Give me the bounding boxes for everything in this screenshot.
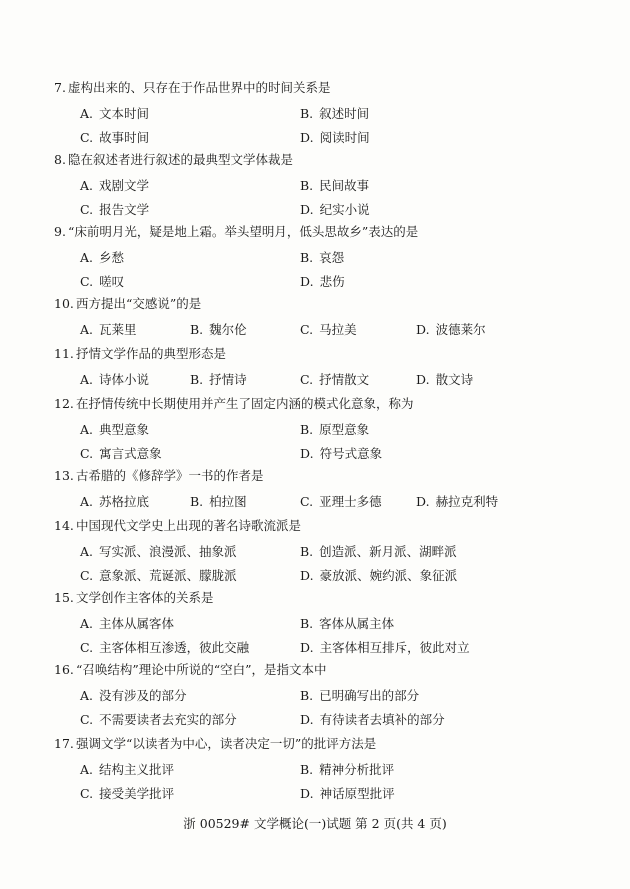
- option-b: [300, 760, 394, 778]
- option-text: 主客体相互渗透，彼此交融: [99, 640, 250, 655]
- option-text: 柏拉图: [209, 494, 247, 509]
- question-stem: [54, 588, 214, 606]
- option-c: [80, 566, 237, 584]
- option-text: 寓言式意象: [99, 446, 162, 461]
- option-c: [300, 320, 357, 338]
- option-text: 意象派、荒诞派、朦胧派: [99, 568, 237, 583]
- option-b: [300, 614, 394, 632]
- option-label: D.: [416, 322, 430, 337]
- option-d: [300, 710, 445, 728]
- option-b: [190, 320, 247, 338]
- option-label: C.: [80, 274, 94, 289]
- question-number: 17.: [54, 736, 74, 751]
- option-d: [416, 370, 473, 388]
- option-c: [80, 128, 149, 146]
- option-text: 创造派、新月派、湖畔派: [319, 544, 457, 559]
- option-text: 苏格拉底: [99, 494, 150, 509]
- option-text: 马拉美: [319, 322, 357, 337]
- option-text: 嗟叹: [99, 274, 125, 289]
- question-stem: [54, 734, 376, 752]
- option-text: 瓦莱里: [99, 322, 137, 337]
- question-text: 中国现代文学史上出现的著名诗歌流派是: [76, 518, 302, 533]
- option-text: 典型意象: [99, 422, 150, 437]
- option-label: B.: [300, 762, 314, 777]
- question-stem: [54, 294, 201, 312]
- option-a: [80, 370, 149, 388]
- option-label: A.: [80, 422, 94, 437]
- option-b: [300, 420, 369, 438]
- question-number: 13.: [54, 468, 74, 483]
- option-text: 阅读时间: [319, 130, 370, 145]
- option-b: [300, 248, 344, 266]
- question-number: 7.: [54, 80, 66, 95]
- option-text: 没有涉及的部分: [99, 688, 187, 703]
- option-label: A.: [80, 106, 94, 121]
- question-stem: [54, 660, 327, 678]
- option-text: 接受美学批评: [99, 786, 175, 801]
- question-text: “召唤结构”理论中所说的“空白”，是指文本中: [76, 662, 327, 677]
- option-a: [80, 686, 187, 704]
- option-d: [300, 200, 370, 218]
- option-label: D.: [300, 202, 314, 217]
- option-text: 报告文学: [99, 202, 150, 217]
- option-text: 文本时间: [99, 106, 150, 121]
- option-label: D.: [300, 568, 314, 583]
- option-label: C.: [80, 786, 94, 801]
- option-text: 民间故事: [319, 178, 370, 193]
- option-text: 故事时间: [99, 130, 150, 145]
- question-stem: [54, 466, 264, 484]
- option-text: 悲伤: [319, 274, 345, 289]
- question-stem: [54, 394, 414, 412]
- option-b: [300, 542, 457, 560]
- question-stem: [54, 78, 331, 96]
- option-d: [300, 444, 382, 462]
- option-text: 神话原型批评: [319, 786, 395, 801]
- question-number: 8.: [54, 152, 66, 167]
- option-label: B.: [300, 250, 314, 265]
- option-c: [80, 444, 162, 462]
- option-label: D.: [300, 274, 314, 289]
- question-number: 16.: [54, 662, 74, 677]
- option-a: [80, 176, 149, 194]
- option-text: 波德莱尔: [435, 322, 486, 337]
- option-text: 已明确写出的部分: [319, 688, 420, 703]
- option-label: A.: [80, 688, 94, 703]
- question-stem: [54, 222, 418, 240]
- question-stem: [54, 516, 301, 534]
- option-label: A.: [80, 178, 94, 193]
- option-label: B.: [300, 178, 314, 193]
- option-text: 豪放派、婉约派、象征派: [319, 568, 458, 583]
- option-text: 戏剧文学: [99, 178, 150, 193]
- option-d: [300, 128, 370, 146]
- question-number: 15.: [54, 590, 74, 605]
- option-label: B.: [190, 494, 204, 509]
- option-d: [300, 784, 395, 802]
- option-text: 客体从属主体: [319, 616, 395, 631]
- option-text: 乡愁: [99, 250, 125, 265]
- option-text: 抒情散文: [319, 372, 370, 387]
- option-d: [300, 272, 345, 290]
- option-label: B.: [190, 372, 204, 387]
- option-text: 原型意象: [319, 422, 370, 437]
- option-a: [80, 420, 149, 438]
- option-c: [80, 200, 149, 218]
- page-footer: 浙 00529# 文学概论(一)试题 第 2 页(共 4 页): [183, 816, 447, 831]
- question-text: 虚构出来的、只存在于作品世界中的时间关系是: [68, 80, 331, 95]
- option-label: B.: [300, 544, 314, 559]
- option-label: C.: [80, 446, 94, 461]
- option-c: [80, 638, 249, 656]
- option-b: [300, 176, 369, 194]
- question-number: 12.: [54, 396, 74, 411]
- option-text: 精神分析批评: [319, 762, 395, 777]
- question-text: 在抒情传统中长期使用并产生了固定内涵的模式化意象，称为: [76, 396, 414, 411]
- option-text: 结构主义批评: [99, 762, 175, 777]
- option-c: [80, 784, 174, 802]
- option-text: 抒情诗: [209, 372, 247, 387]
- option-d: [416, 492, 498, 510]
- option-label: B.: [300, 688, 314, 703]
- question-number: 9.: [54, 224, 66, 239]
- option-b: [300, 104, 369, 122]
- option-text: 叙述时间: [319, 106, 370, 121]
- question-number: 14.: [54, 518, 74, 533]
- option-text: 主体从属客体: [99, 616, 175, 631]
- question-text: 抒情文学作品的典型形态是: [76, 346, 227, 361]
- option-label: A.: [80, 372, 94, 387]
- question-text: 文学创作主客体的关系是: [76, 590, 214, 605]
- option-label: A.: [80, 494, 94, 509]
- option-text: 诗体小说: [99, 372, 150, 387]
- option-label: C.: [80, 712, 94, 727]
- option-a: [80, 104, 149, 122]
- question-text: 强调文学“以读者为中心，读者决定一切”的批评方法是: [76, 736, 377, 751]
- option-c: [80, 710, 237, 728]
- option-b: [300, 686, 419, 704]
- question-number: 10.: [54, 296, 74, 311]
- option-label: C.: [300, 494, 314, 509]
- option-a: [80, 492, 149, 510]
- option-a: [80, 542, 237, 560]
- option-text: 亚理士多德: [319, 494, 382, 509]
- question-text: 西方提出“交感说”的是: [76, 296, 202, 311]
- option-label: B.: [190, 322, 204, 337]
- option-b: [190, 370, 247, 388]
- option-label: B.: [300, 422, 314, 437]
- question-stem: [54, 150, 293, 168]
- question-stem: [54, 344, 226, 362]
- option-label: C.: [300, 322, 314, 337]
- option-label: A.: [80, 616, 94, 631]
- option-label: B.: [300, 616, 314, 631]
- option-a: [80, 320, 137, 338]
- option-label: D.: [300, 640, 314, 655]
- option-text: 纪实小说: [319, 202, 370, 217]
- option-c: [80, 272, 124, 290]
- option-text: 写实派、浪漫派、抽象派: [99, 544, 237, 559]
- option-text: 符号式意象: [319, 446, 383, 461]
- option-d: [300, 638, 470, 656]
- option-text: 主客体相互排斥，彼此对立: [319, 640, 470, 655]
- option-label: D.: [300, 786, 314, 801]
- option-label: A.: [80, 250, 94, 265]
- option-label: A.: [80, 762, 94, 777]
- option-c: [300, 370, 369, 388]
- option-label: C.: [80, 202, 94, 217]
- option-c: [300, 492, 382, 510]
- option-label: C.: [300, 372, 314, 387]
- option-a: [80, 760, 174, 778]
- question-number: 11.: [54, 346, 74, 361]
- option-label: A.: [80, 544, 94, 559]
- option-label: C.: [80, 640, 94, 655]
- option-label: B.: [300, 106, 314, 121]
- option-text: 哀怨: [319, 250, 345, 265]
- option-text: 魏尔伦: [209, 322, 247, 337]
- option-text: 赫拉克利特: [435, 494, 499, 509]
- option-d: [416, 320, 486, 338]
- question-text: “床前明月光，疑是地上霜。举头望明月，低头思故乡”表达的是: [68, 224, 419, 239]
- question-text: 隐在叙述者进行叙述的最典型文学体裁是: [68, 152, 294, 167]
- option-b: [190, 492, 247, 510]
- option-label: C.: [80, 130, 94, 145]
- option-label: D.: [300, 130, 314, 145]
- option-text: 散文诗: [435, 372, 474, 387]
- question-text: 古希腊的《修辞学》一书的作者是: [76, 468, 264, 483]
- option-text: 不需要读者去充实的部分: [99, 712, 237, 727]
- option-label: D.: [300, 446, 314, 461]
- option-label: C.: [80, 568, 94, 583]
- option-a: [80, 248, 124, 266]
- option-label: D.: [300, 712, 314, 727]
- option-text: 有待读者去填补的部分: [319, 712, 445, 727]
- option-d: [300, 566, 457, 584]
- option-label: A.: [80, 322, 94, 337]
- option-a: [80, 614, 174, 632]
- option-label: D.: [416, 494, 430, 509]
- option-label: D.: [416, 372, 430, 387]
